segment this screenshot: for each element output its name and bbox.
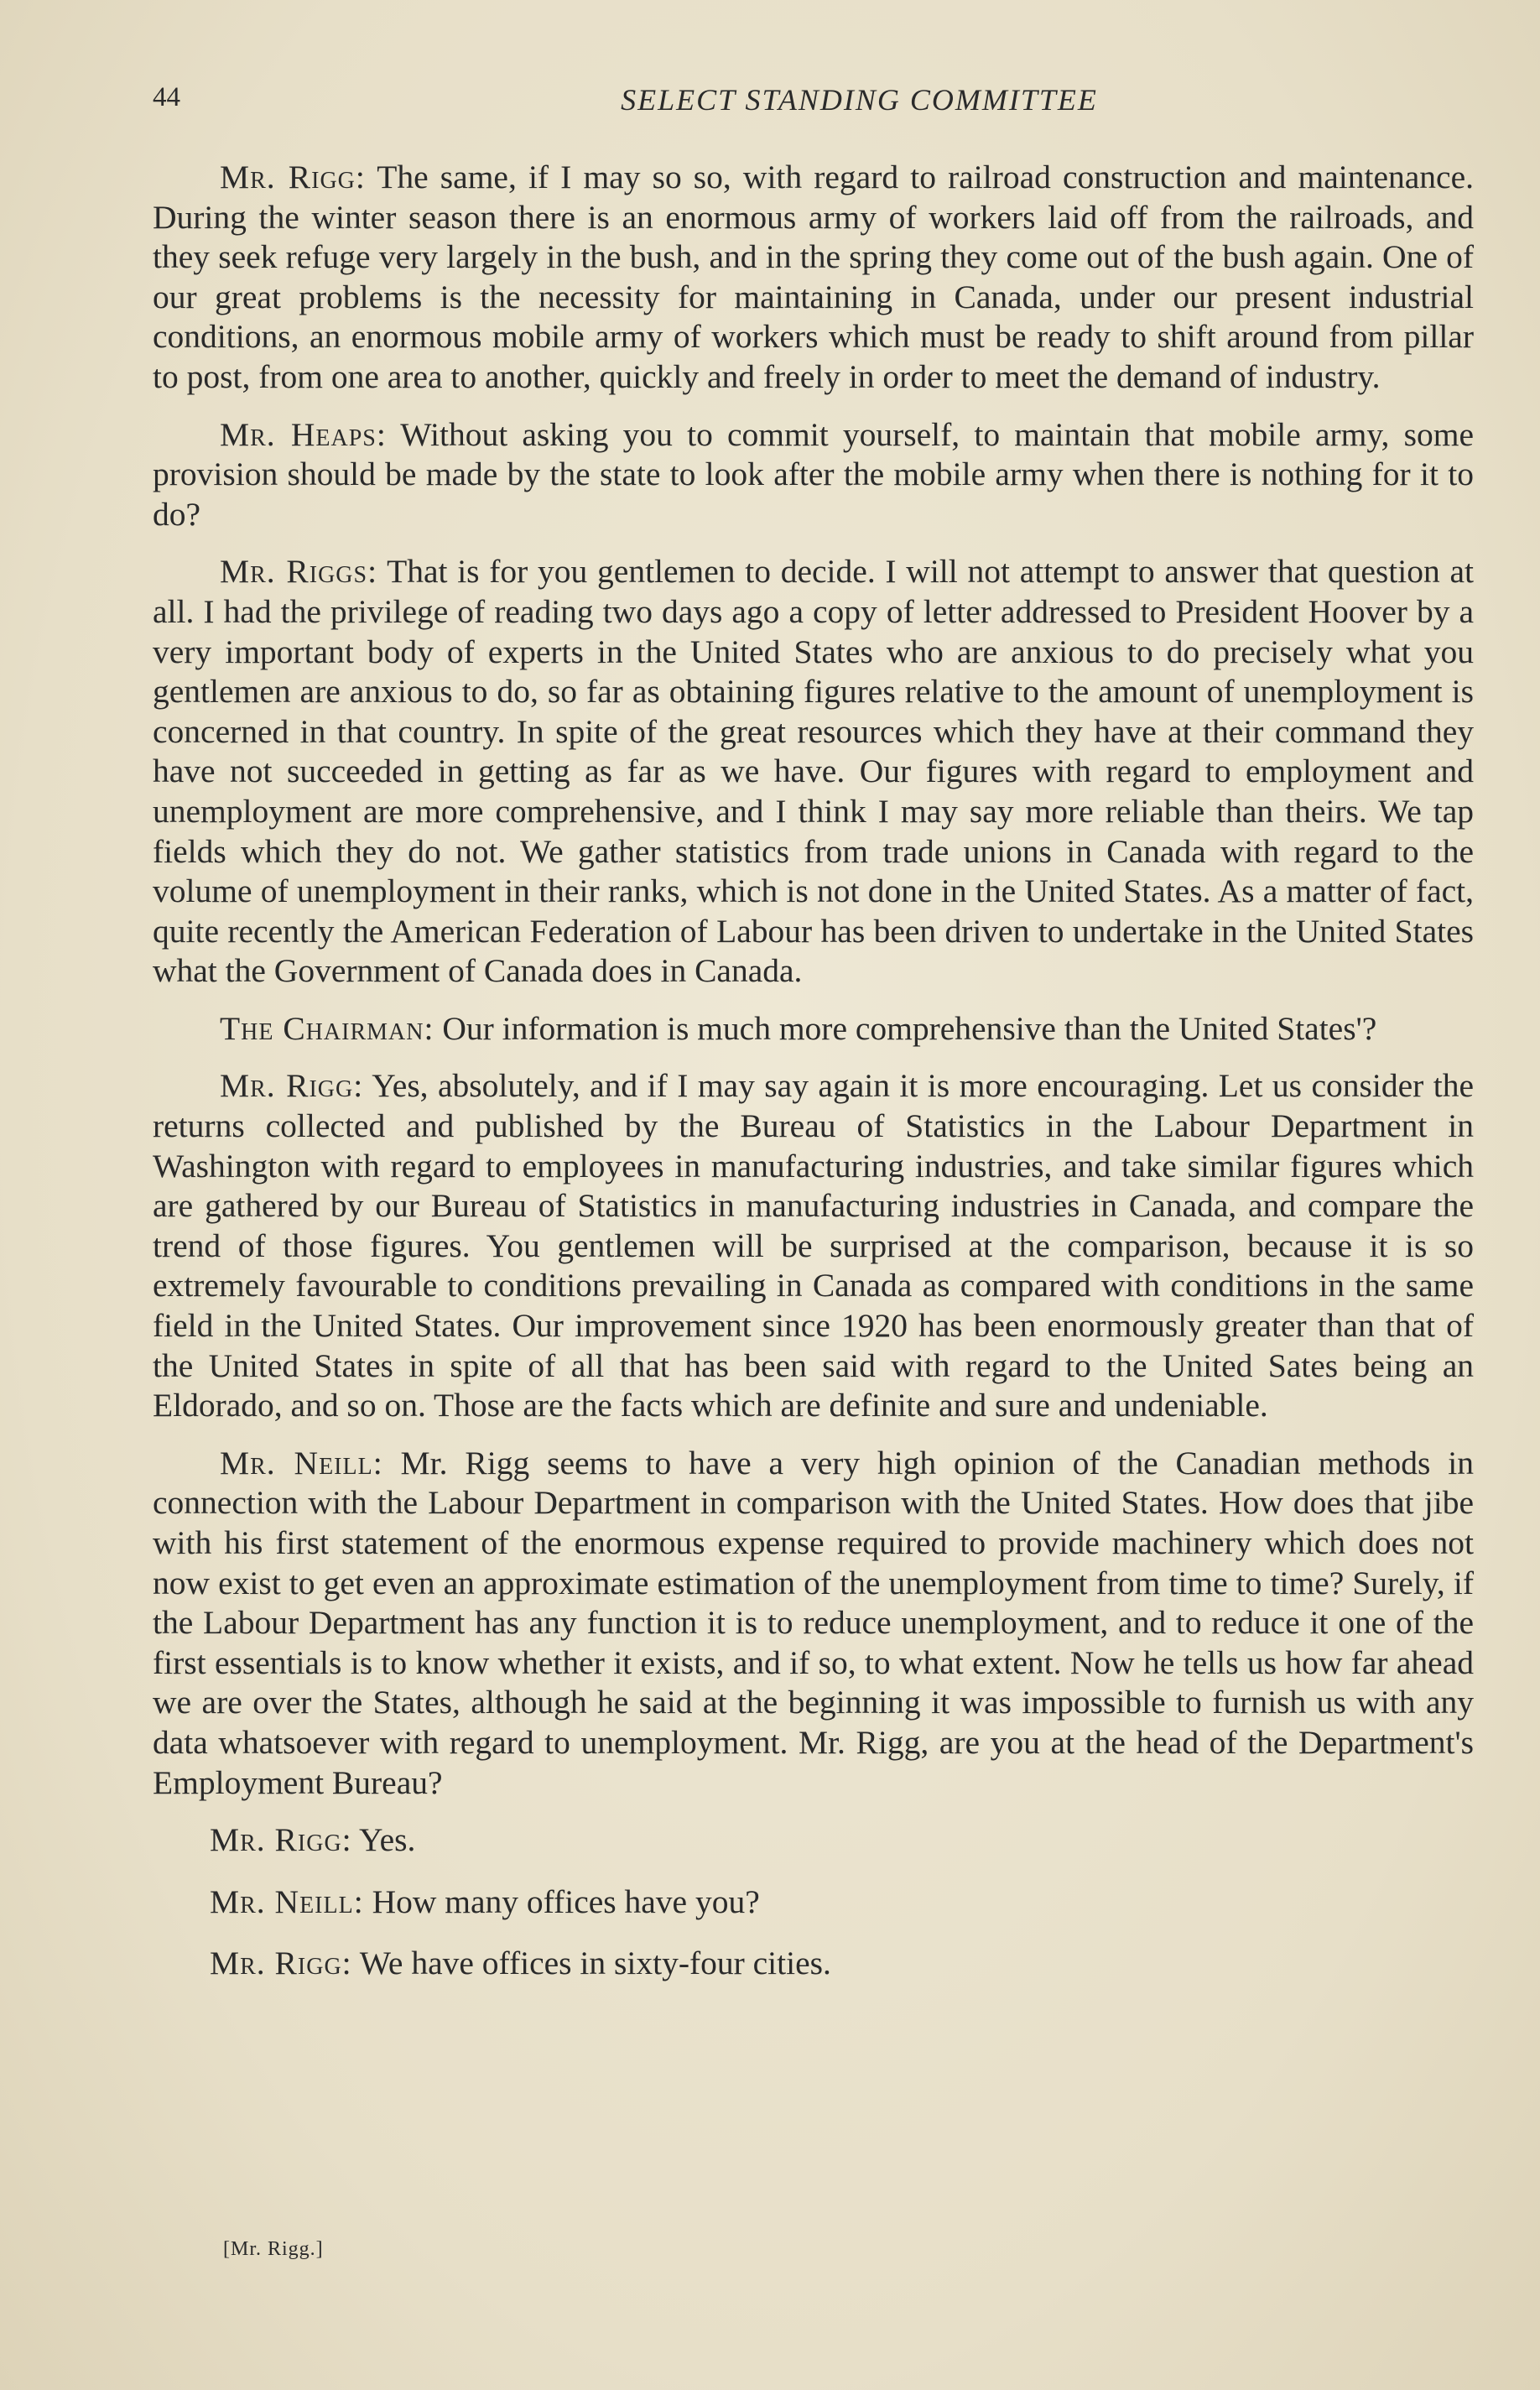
speaker-label: Mr. Rigg: (210, 1945, 352, 1982)
continuation-footnote: [Mr. Rigg.] (223, 2238, 324, 2260)
speaker-label: Mr. Rigg: (220, 1067, 364, 1105)
page-header (153, 82, 1474, 124)
page-number: 44 (153, 82, 180, 112)
paragraph-text: We have offices in sixty-four cities. (351, 1945, 831, 1982)
paragraph-riggs-1 (153, 552, 1474, 992)
paragraph-heaps-1 (153, 415, 1474, 535)
paragraph-rigg-yes (153, 1820, 1474, 1861)
paragraph-neill-offices (153, 1882, 1474, 1923)
paragraph-text: Our information is much more comprehensive than the United States'? (434, 1009, 1377, 1047)
paragraph-text: Yes, absolutely, and if I may say again it is more encouraging. Let us consider the returns collected and published by the Bureau of Statistics in the Labour Department in Washington with regard to employees in manufacturing industries, and take similar figures which are gathered by our Bureau of Statistics in manufacturing industries in Canada, and compare the trend of those figures. You gentlemen will be surprised at the comparison, because it is so extremely favourable to conditions prevailing in Canada as compared with conditions in the same field in the United States. Our improvement since 1920 has been enormously greater than that of the United States in spite of all that has been said with regard to the United Sates being an Eldorado, and so on. Those are the facts which are definite and sure and undeniable. (153, 1067, 1474, 1424)
speaker-label: Mr. Rigg: (220, 159, 366, 195)
paragraph-rigg-cities (153, 1944, 1474, 1984)
running-head: SELECT STANDING COMMITTEE (621, 83, 1098, 117)
body-text (153, 158, 1474, 2006)
paragraph-text: Yes. (351, 1821, 416, 1859)
paragraph-text: Mr. Rigg seems to have a very high opinion of the Canadian methods in connection with the Labour Department in comparison with the United States. How does that jibe with his first statement of the enormous expense required to provide machinery which does not now exist to get even an approximate estimation of the unemployment from time to time? Surely, if the Labour Department has any function it is to reduce unemployment, and to reduce it one of the first essentials is to know whether it exists, and if so, to what extent. Now he tells us how far ahead we are over the States, although he said at the beginning it was impossible to furnish us with any data whatsoever with regard to unemployment. Mr. Rigg, are you at the head of the Department's Employment Bureau? (153, 1444, 1474, 1801)
speaker-label: Mr. Neill: (220, 1444, 383, 1481)
paragraph-text: How many offices have you? (363, 1882, 760, 1920)
paragraph-chairman-1 (153, 1009, 1474, 1049)
paragraph-text: The same, if I may so so, with regard to railroad construction and maintenance. During the winter season there is an enormous army of workers laid off from the railroads, and they seek refuge very largely in the bush, and in the spring they come out of the bush again. One of our great problems is the necessity for maintaining in Canada, under our present industrial conditions, an enormous mobile army of workers which must be ready to shift around from pillar to post, from one area to another, quickly and freely in order to meet the demand of industry. (153, 159, 1474, 395)
paragraph-neill-1 (153, 1444, 1474, 1803)
paragraph-text: Without asking you to commit yourself, to maintain that mobile army, some provision should be made by the state to look after the mobile army when there is nothing for it to do? (153, 415, 1474, 533)
speaker-label: The Chairman: (220, 1009, 434, 1047)
paragraph-rigg-1 (153, 158, 1474, 398)
paragraph-text: That is for you gentlemen to decide. I will not attempt to answer that question at all. I had the privilege of reading two days ago a copy of letter addressed to President Hoover by a very important body of experts in the United States who are anxious to do precisely what you gentlemen are anxious to do, so far as obtaining figures relative to the amount of unemployment is concerned in that country. In spite of the great resources which they have at their command they have not succeeded in getting as far as we have. Our figures with regard to employment and unemployment are more comprehensive, and I think I may say more reliable than theirs. We tap fields which they do not. We gather statistics from trade unions in Canada with regard to the volume of unemployment in their ranks, which is not done in the United States. As a matter of fact, quite recently the American Federation of Labour has been driven to undertake in the United States what the Government of Canada does in Canada. (153, 553, 1474, 990)
speaker-label: Mr. Rigg: (210, 1821, 352, 1859)
paragraph-rigg-2 (153, 1066, 1474, 1425)
speaker-label: Mr. Riggs: (220, 553, 378, 591)
speaker-label: Mr. Neill: (210, 1882, 364, 1920)
speaker-label: Mr. Heaps: (220, 415, 387, 453)
